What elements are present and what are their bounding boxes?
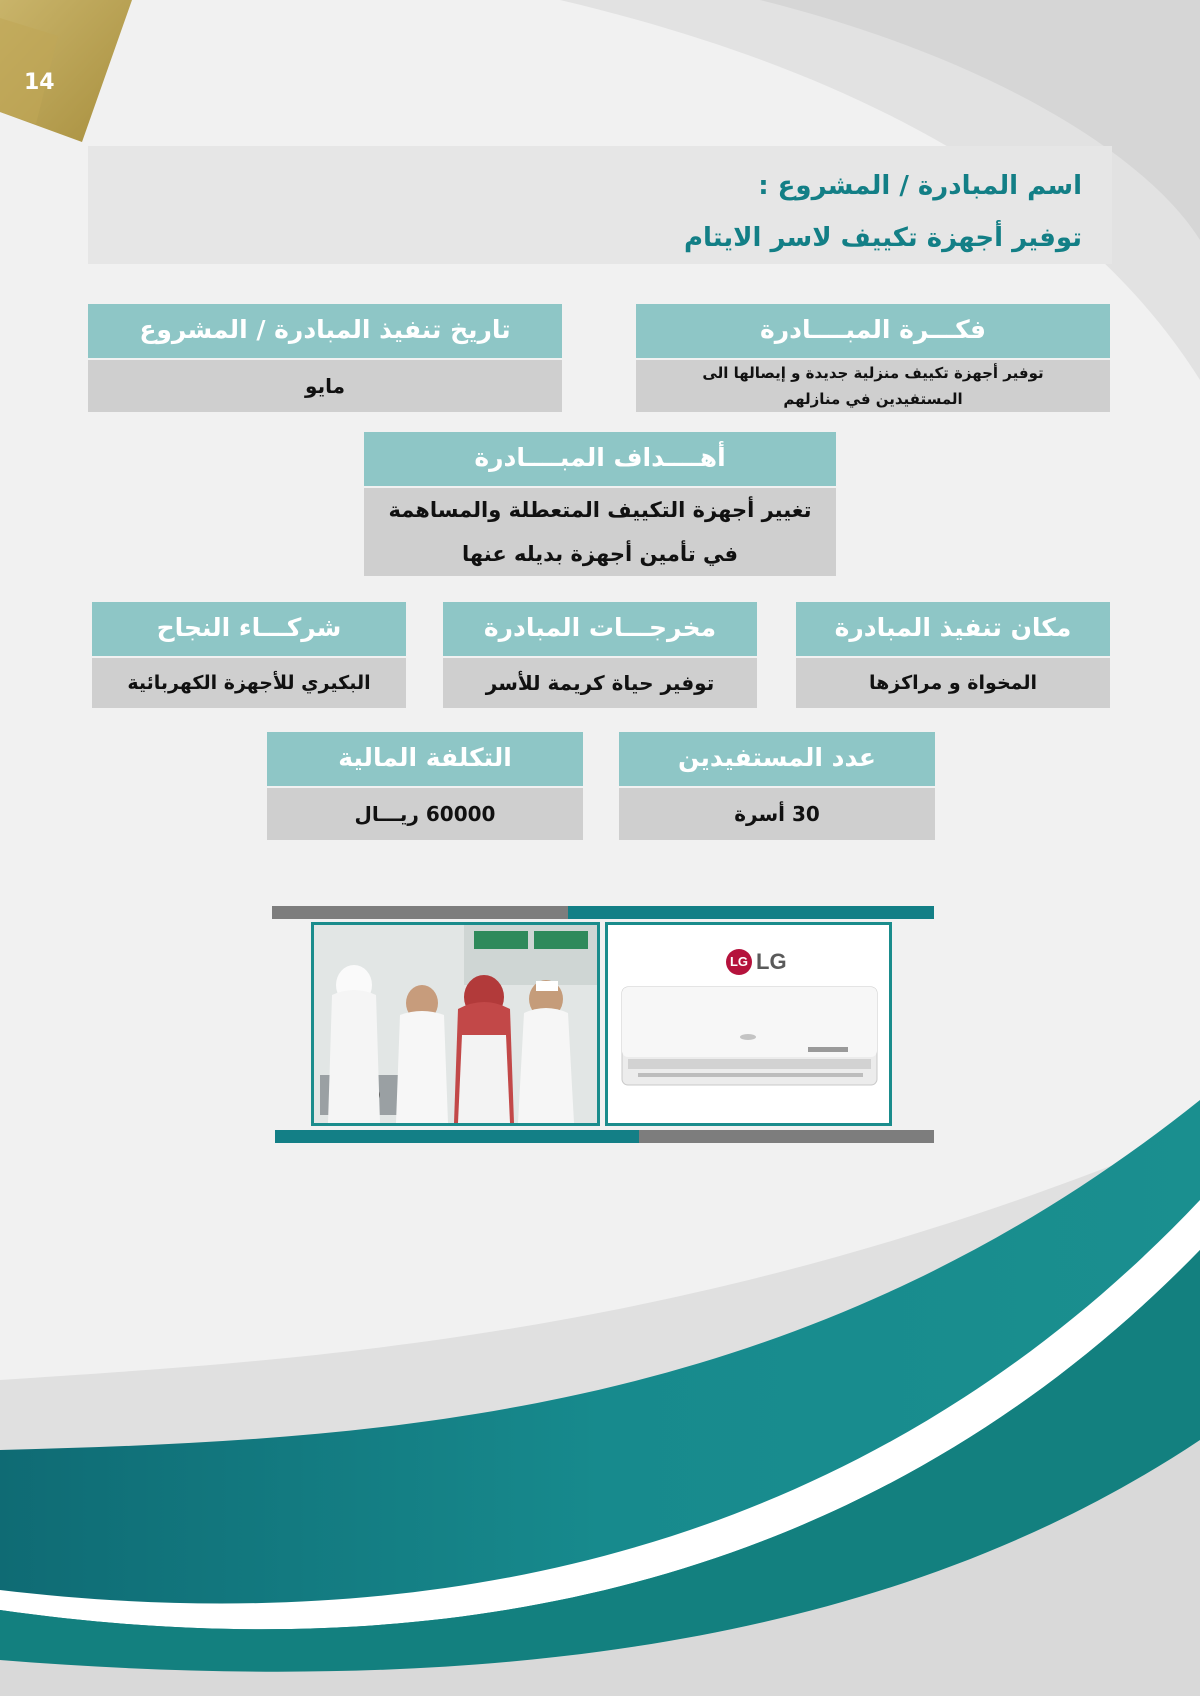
- card-partners-heading: شركـــاء النجاح: [92, 602, 406, 656]
- photo-gallery: [272, 904, 934, 1144]
- lg-logo: [726, 949, 787, 975]
- card-implementation-date: [88, 304, 562, 412]
- card-goals-body: [364, 488, 836, 576]
- card-date-heading: تاريخ تنفيذ المبادرة / المشروع: [88, 304, 562, 358]
- card-beneficiaries-heading: عدد المستفيدين: [619, 732, 935, 786]
- gallery-bottom-bar-gray: [639, 1130, 934, 1143]
- lg-logo-mark: LG: [726, 949, 752, 975]
- card-place-body: [796, 658, 1110, 708]
- card-place-value: المخواة و مراكزها: [868, 672, 1038, 694]
- card-success-partners: [92, 602, 406, 708]
- card-outputs-body: [443, 658, 757, 708]
- card-initiative-outputs: [443, 602, 757, 708]
- page-number: 14: [24, 70, 55, 95]
- project-title-value: توفير أجهزة تكييف لاسر الايتام: [683, 223, 1082, 253]
- card-financial-cost: [267, 732, 583, 840]
- card-outputs-value: توفير حياة كريمة للأسر: [485, 671, 715, 695]
- card-outputs-heading: مخرجـــات المبادرة: [443, 602, 757, 656]
- card-implementation-place: [796, 602, 1110, 708]
- gallery-bottom-bar-teal: [275, 1130, 639, 1143]
- card-goals-line2: في تأمين أجهزة بديله عنها: [462, 542, 739, 566]
- card-idea-line1: توفير أجهزة تكييف منزلية جديدة و إيصالها الى: [702, 364, 1044, 382]
- card-initiative-idea: [636, 304, 1110, 412]
- card-beneficiaries-body: [619, 788, 935, 840]
- card-goals-line1: تغيير أجهزة التكييف المتعطلة والمساهمة: [388, 498, 812, 522]
- card-idea-line2: المستفيدين في منازلهم: [783, 390, 963, 408]
- card-partners-body: [92, 658, 406, 708]
- card-beneficiaries-value: 30 أسرة: [734, 802, 820, 826]
- gallery-top-bar-teal: [568, 906, 934, 919]
- project-title-label: اسم المبادرة / المشروع :: [758, 171, 1082, 201]
- project-title-box: [88, 146, 1112, 264]
- card-beneficiaries-count: [619, 732, 935, 840]
- card-cost-heading: التكلفة المالية: [267, 732, 583, 786]
- card-cost-value: 60000 ريـــال: [354, 802, 496, 826]
- lg-logo-text: LG: [756, 949, 787, 974]
- card-date-body: [88, 360, 562, 412]
- card-partners-value: البكيري للأجهزة الكهربائية: [127, 672, 371, 694]
- card-cost-body: [267, 788, 583, 840]
- card-place-heading: مكان تنفيذ المبادرة: [796, 602, 1110, 656]
- card-idea-heading: فكـــرة المبــــادرة: [636, 304, 1110, 358]
- card-goals-heading: أهــــداف المبــــادرة: [364, 432, 836, 486]
- people-in-store-photo: [311, 922, 600, 1126]
- card-initiative-goals: [364, 432, 836, 576]
- card-date-value: مايو: [305, 374, 345, 398]
- gallery-top-bar-gray: [272, 906, 568, 919]
- air-conditioner-photo: [605, 922, 892, 1126]
- people-in-store-icon: [314, 925, 597, 1123]
- card-idea-body: [636, 360, 1110, 412]
